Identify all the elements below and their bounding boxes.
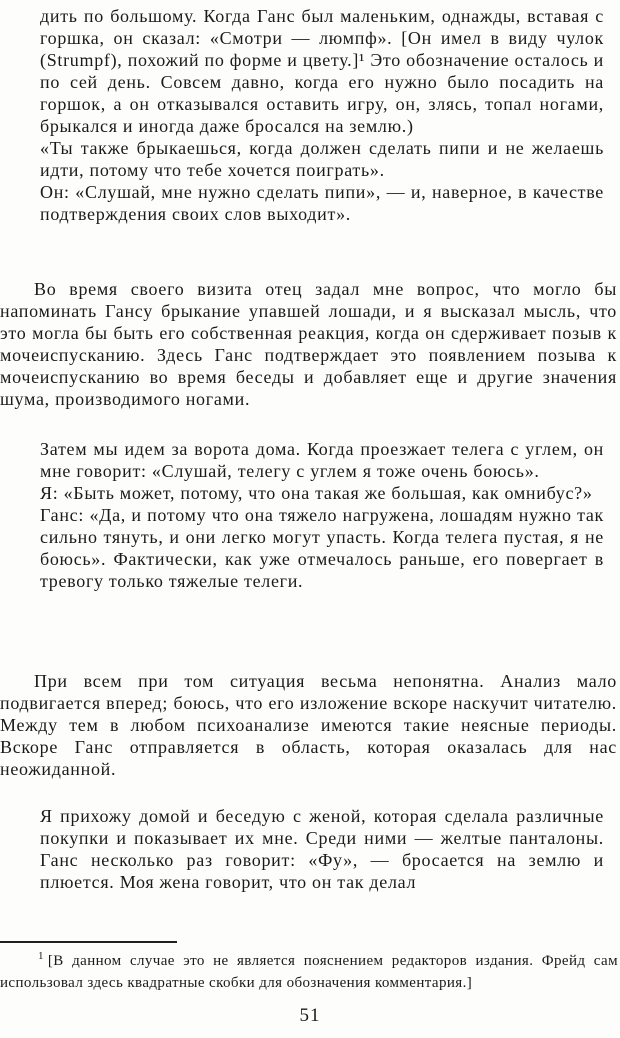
footnote-marker: 1 [38, 950, 44, 962]
commentary-section-2 [0, 670, 620, 780]
quote-paragraph: Я прихожу домой и беседую с женой, которая сделала различные покупки и показывает их мне. Среди ними — желтые панталоны. Ганс несколько раз говорит: «Фу», — бросается на землю и плюется. Моя жена говорит, что он так делал [40, 806, 604, 892]
commentary-paragraph: При всем при том ситуация весьма непонятна. Анализ мало подвигается вперед; боюсь, что его изложение вскоре наскучит читателю. Между тем в любом психоанализе имеются такие неясные периоды. Вскоре Ганс отправляется в область, которая оказалась для нас неожиданной. [0, 671, 617, 779]
quote-section-2 [0, 438, 620, 592]
quote-paragraph: Ганс: «Да, и потому что она тяжело нагружена, лошадям нужно так сильно тянуть, и они легко могут упасть. Когда телега пустая, я не боюсь». Фактически, как уже отмечалось раньше, его повергает в тревогу только тяжелые телеги. [40, 505, 604, 591]
quote-paragraph: Затем мы идем за ворота дома. Когда проезжает телега с углем, он мне говорит: «Слушай, телегу с углем я тоже очень боюсь». [40, 439, 604, 481]
quote-paragraph: дить по большому. Когда Ганс был маленьким, однажды, вставая с горшка, он сказал: «Смотри — люмпф». [Он имел в виду чулок (Strumpf), похожий по форме и цвету.]¹ Это обозначение осталось и по сей день. Совсем давно, когда его нужно было посадить на горшок, а он отказывался оставить игру, он, злясь, топал ногами, брыкался и иногда даже бросался на землю.) [40, 6, 604, 136]
footnote-text-line [0, 951, 618, 994]
commentary-section-1 [0, 278, 620, 410]
commentary-paragraph: Во время своего визита отец задал мне вопрос, что могло бы напоминать Гансу брыкание упавшей лошади, и я высказал мысль, что это могла бы быть его собственная реакция, когда он сдерживает позыв к мочеиспусканию. Здесь Ганс подтверждает это появлением позыва к мочеиспусканию во время беседы и добавляет еще и другие значения шума, производимого ногами. [0, 279, 617, 409]
quote-paragraph: Он: «Слушай, мне нужно сделать пипи», — и, наверное, в качестве подтверждения своих слов выходит». [40, 182, 604, 224]
footnote-text: [В данном случае это не является пояснением редакторов издания. Фрейд сам использовал здесь квадратные скобки для обозначения комментария.] [0, 953, 618, 991]
footnote-separator [0, 941, 177, 943]
quote-paragraph: Я: «Быть может, потому, что она такая же большая, как омнибус?» [40, 483, 593, 503]
quote-section-3 [0, 805, 620, 893]
quote-paragraph: «Ты также брыкаешься, когда должен сделать пипи и не желаешь идти, потому что тебе хочется поиграть». [40, 138, 604, 180]
quote-section-1 [0, 5, 620, 225]
footnote [0, 941, 620, 994]
page-number: 51 [299, 1005, 321, 1026]
